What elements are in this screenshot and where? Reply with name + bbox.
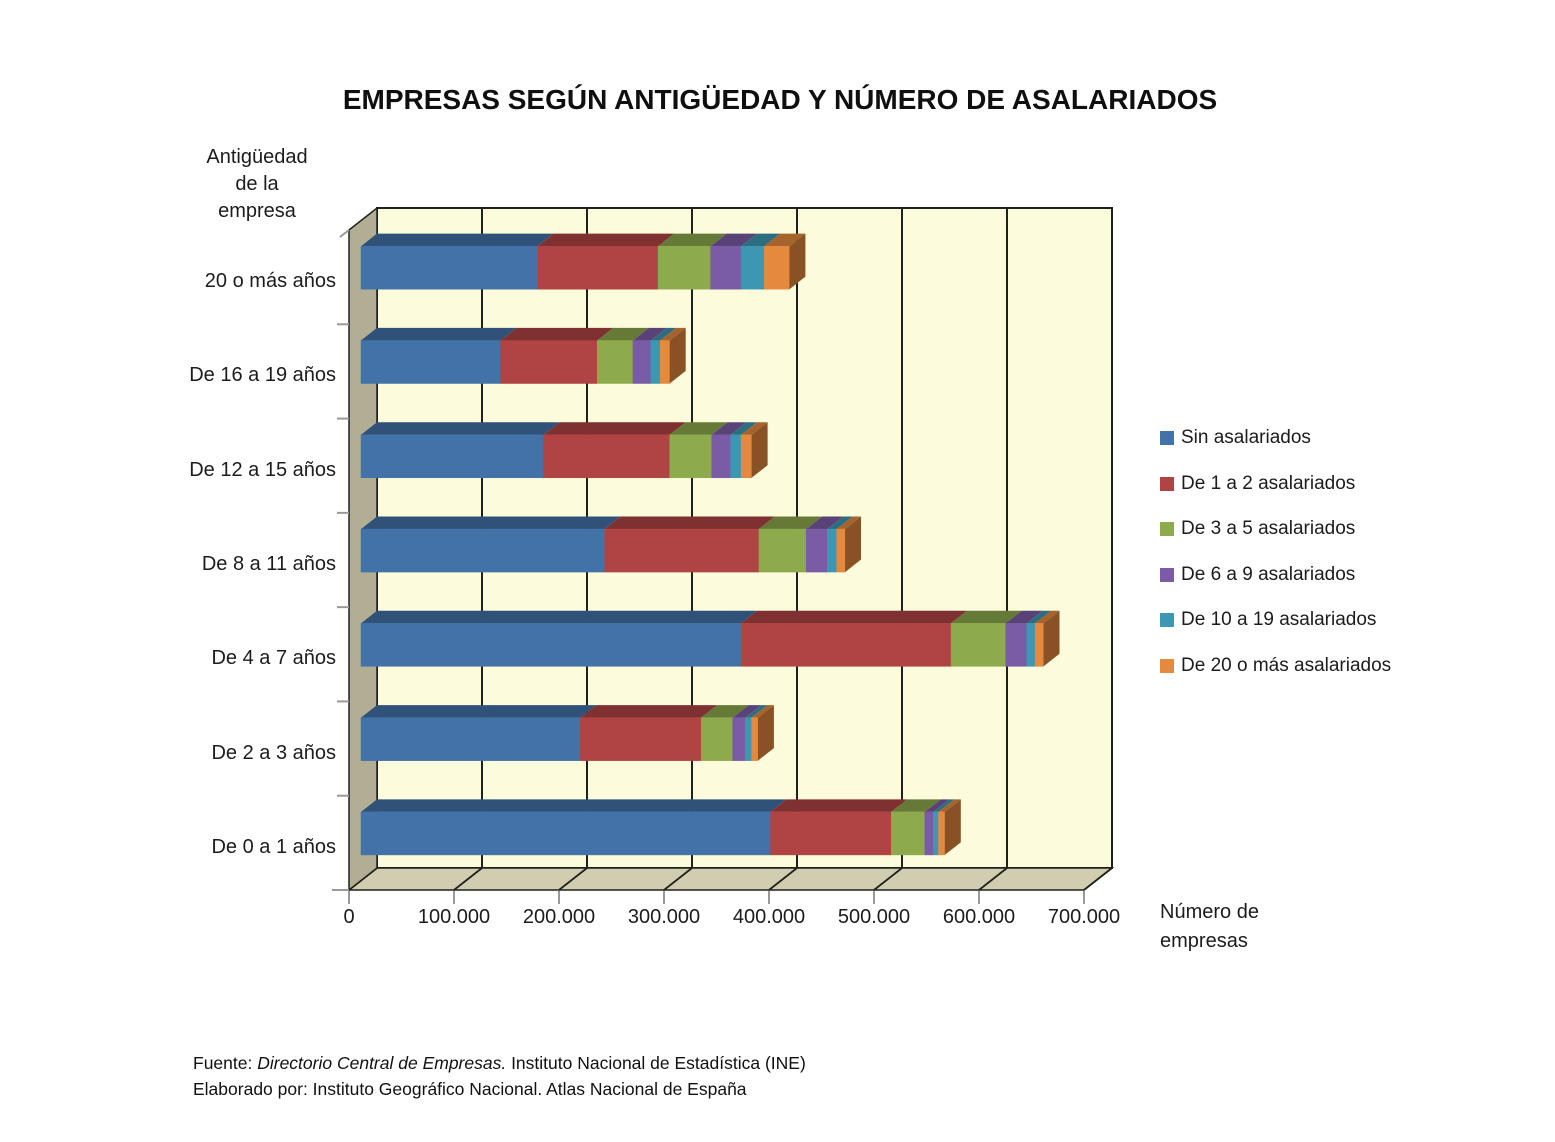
bar-segment <box>597 341 633 384</box>
legend-swatch <box>1160 568 1174 582</box>
bar-segment <box>759 529 806 572</box>
category-label: De 4 a 7 años <box>211 647 336 670</box>
bar-segment <box>764 246 789 289</box>
category-label: De 8 a 11 años <box>201 553 336 575</box>
bar-segment <box>1027 623 1035 666</box>
bar-segment-top <box>580 705 717 718</box>
bar-segment-top <box>361 422 560 435</box>
bar-segment <box>651 341 660 384</box>
y-axis-title-line: de la <box>235 173 279 195</box>
bar-segment <box>544 435 670 478</box>
bar-segment <box>925 812 933 855</box>
legend-item <box>1160 426 1391 450</box>
bar-segment <box>660 341 669 384</box>
axis-corner-tick <box>340 230 349 237</box>
bar-segment <box>712 435 731 478</box>
footer-source-title: Directorio Central de Empresas. <box>257 1053 507 1073</box>
legend-swatch <box>1160 613 1174 627</box>
category-label: 20 o más años <box>204 270 336 293</box>
x-axis-title <box>1160 898 1259 956</box>
category-label: De 0 a 1 años <box>211 835 336 858</box>
bar-segment <box>633 341 651 384</box>
bar-segment <box>741 435 752 478</box>
bar-segment <box>731 435 742 478</box>
bar-segment-top <box>544 422 686 435</box>
bar-segment <box>891 812 925 855</box>
legend-item <box>1160 654 1391 678</box>
x-tick-label: 100.000 <box>417 906 491 928</box>
bar-segment-top <box>771 799 908 812</box>
footer-source-line <box>193 1050 806 1076</box>
y-axis-title-line: empresa <box>218 200 296 222</box>
bar-segment <box>827 529 836 572</box>
bar-segment-top <box>361 611 757 624</box>
legend-item-label: De 1 a 2 asalariados <box>1181 472 1356 494</box>
bar-segment <box>951 623 1006 666</box>
bar-segment <box>361 812 771 855</box>
bar-segment <box>701 718 733 761</box>
x-axis-title-line: empresas <box>1160 930 1248 952</box>
legend-swatch <box>1160 477 1174 491</box>
category-label: De 12 a 15 años <box>189 458 336 481</box>
x-tick-label: 0 <box>343 906 355 928</box>
bar-segment <box>752 718 758 761</box>
legend-item-label: De 10 a 19 asalariados <box>1181 609 1377 631</box>
bar-segment <box>501 341 598 384</box>
footer-source-prefix: Fuente: <box>193 1053 258 1073</box>
bar-segment <box>1035 623 1043 666</box>
bar-segment <box>837 529 845 572</box>
x-tick-label: 700.000 <box>1047 906 1121 928</box>
bar-segment-top <box>537 234 674 247</box>
legend-item <box>1160 563 1391 587</box>
legend-item <box>1160 472 1391 496</box>
bar-segment <box>658 246 711 289</box>
bar-segment-top <box>361 799 787 812</box>
bar-segment <box>745 718 751 761</box>
legend-item <box>1160 608 1391 632</box>
x-tick-label: 600.000 <box>942 906 1016 928</box>
x-axis-title-line: Número de <box>1160 901 1259 923</box>
bar-segment-top <box>501 328 614 341</box>
y-axis-title-line: Antigüedad <box>206 146 308 168</box>
legend-item <box>1160 517 1391 541</box>
x-tick-label: 300.000 <box>627 906 701 928</box>
legend-item-label: De 3 a 5 asalariados <box>1181 518 1356 540</box>
bar-segment <box>733 718 746 761</box>
bar-segment <box>806 529 827 572</box>
bar-segment <box>741 623 951 666</box>
category-label: De 16 a 19 años <box>189 364 336 387</box>
bar-segment <box>605 529 759 572</box>
footer-elaborated-line: Elaborado por: Instituto Geográfico Nacional. Atlas Nacional de España <box>193 1079 747 1099</box>
bar-segment <box>741 246 764 289</box>
bar-segment-top <box>361 328 517 341</box>
legend-item-label: De 20 o más asalariados <box>1181 654 1392 676</box>
bar-segment <box>933 812 938 855</box>
bar-segment <box>361 435 544 478</box>
bar-segment-top <box>741 611 967 624</box>
page-title: EMPRESAS SEGÚN ANTIGÜEDAD Y NÚMERO DE ASALARIADOS <box>342 84 1218 115</box>
x-tick-label: 400.000 <box>732 906 806 928</box>
bar-segment <box>361 246 537 289</box>
x-tick-label: 200.000 <box>522 906 596 928</box>
bar-segment <box>537 246 658 289</box>
bar-segment <box>361 718 580 761</box>
bar-segment <box>939 812 945 855</box>
bar-segment <box>580 718 701 761</box>
bar-segment <box>771 812 892 855</box>
bar-segment <box>361 529 605 572</box>
bar-segment <box>361 341 501 384</box>
bar-segment-top <box>361 705 596 718</box>
bar-segment <box>670 435 712 478</box>
category-label: De 2 a 3 años <box>211 741 336 764</box>
bar-segment-top <box>361 234 553 247</box>
legend-swatch <box>1160 659 1174 673</box>
bar-segment-top <box>361 517 621 530</box>
legend-swatch <box>1160 431 1174 445</box>
bar-segment-top <box>605 517 775 530</box>
x-tick-label: 500.000 <box>837 906 911 928</box>
footer <box>193 1050 806 1102</box>
bar-segment <box>1006 623 1027 666</box>
legend-item-label: Sin asalariados <box>1181 427 1311 448</box>
bar-segment <box>361 623 741 666</box>
legend <box>1160 426 1391 700</box>
legend-swatch <box>1160 522 1174 536</box>
legend-item-label: De 6 a 9 asalariados <box>1181 563 1356 585</box>
plot-floor <box>349 868 1112 890</box>
bar-segment <box>711 246 741 289</box>
footer-source-rest: Instituto Nacional de Estadística (INE) <box>506 1053 806 1073</box>
